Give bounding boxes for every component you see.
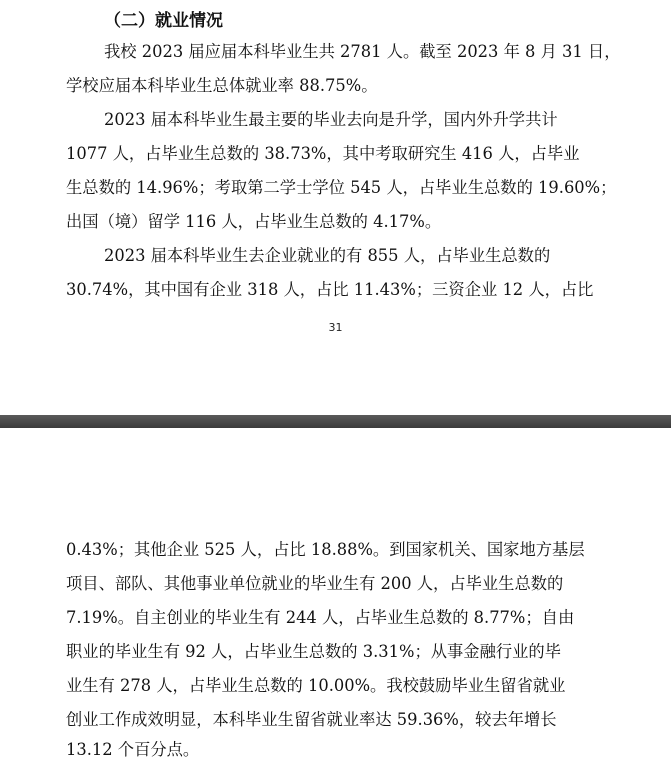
- paragraph-line: 项目、部队、其他事业单位就业的毕业生有 200 人，占毕业生总数的: [66, 574, 564, 593]
- paragraph-line: 7.19%。自主创业的毕业生有 244 人，占毕业生总数的 8.77%；自由: [66, 608, 575, 627]
- paragraph-line: 学校应届本科毕业生总体就业率 88.75%。: [66, 76, 378, 95]
- paragraph-line: 创业工作成效明显，本科毕业生留省就业率达 59.36%，较去年增长: [66, 710, 557, 729]
- paragraph-line: 30.74%，其中国有企业 318 人，占比 11.43%；三资企业 12 人，占比: [66, 280, 594, 299]
- paragraph-line: 1077 人，占毕业生总数的 38.73%，其中考取研究生 416 人，占毕业: [66, 144, 580, 163]
- paragraph-line: 13.12 个百分点。: [66, 740, 200, 759]
- paragraph-line: 2023 届本科毕业生去企业就业的有 855 人，占毕业生总数的: [104, 246, 551, 265]
- paragraph-line: 业生有 278 人，占毕业生总数的 10.00%。我校鼓励毕业生留省就业: [66, 676, 566, 695]
- paragraph-line: 生总数的 14.96%；考取第二学士学位 545 人，占毕业生总数的 19.60%；: [66, 178, 617, 197]
- paragraph-line: 职业的毕业生有 92 人，占毕业生总数的 3.31%；从事金融行业的毕: [66, 642, 561, 661]
- section-heading: （二）就业情况: [104, 11, 223, 31]
- paragraph-line: 0.43%；其他企业 525 人，占比 18.88%。到国家机关、国家地方基层: [66, 540, 585, 559]
- paragraph-line: 我校 2023 届应届本科毕业生共 2781 人。截至 2023 年 8 月 31 日，: [104, 42, 621, 61]
- document-page-bottom: [0, 428, 671, 765]
- paragraph-line: 2023 届本科毕业生最主要的毕业去向是升学，国内外升学共计: [104, 110, 558, 129]
- page-separator: [0, 415, 671, 428]
- paragraph-line: 出国（境）留学 116 人，占毕业生总数的 4.17%。: [66, 212, 442, 231]
- page-number: 31: [328, 321, 343, 334]
